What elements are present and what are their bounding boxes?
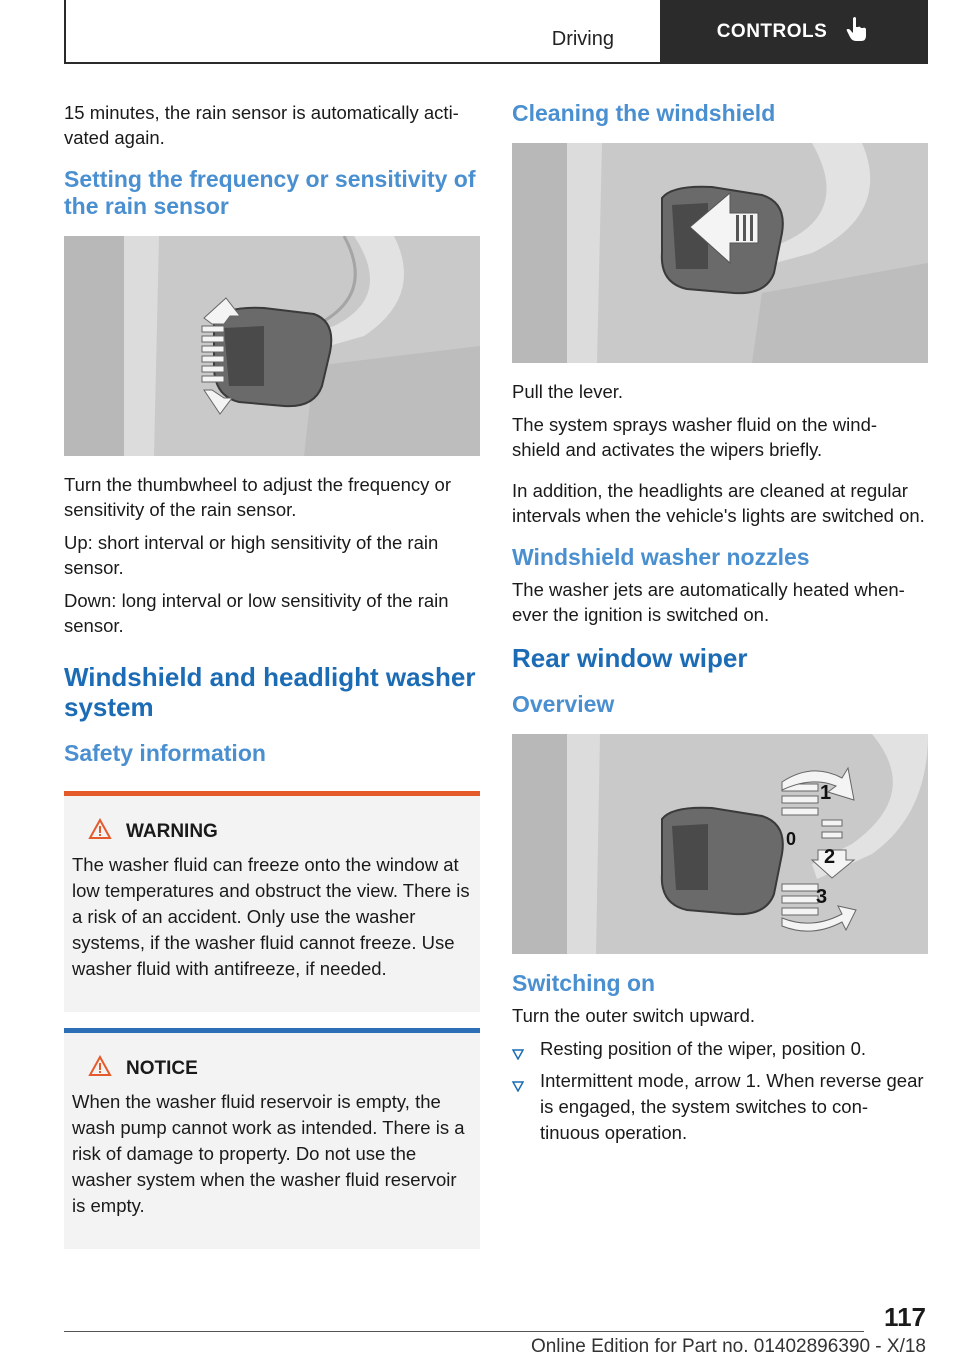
switch-text: Turn the outer switch upward. xyxy=(512,1005,756,1026)
overview-label-1: 1 xyxy=(820,782,832,804)
heading-switching-on: Switching on xyxy=(512,970,656,996)
turn-thumbwheel-text: Turn the thumbwheel to adjust the frequency or sensitivity of the rain sensor. xyxy=(64,474,452,520)
headlights-text: In addition, the headlights are cleaned at regular intervals when the vehicle's lights are switched on. xyxy=(512,480,925,526)
heading-cleaning-windshield: Cleaning the windshield xyxy=(512,100,776,126)
notice-text: When the washer fluid reservoir is empty, the wash pump cannot work as intended. There is a risk of damage to property. Do not use the washer system when the washer fluid reservoir is empty. xyxy=(72,1091,465,1216)
list-item-text: Resting position of the wiper, position 0. xyxy=(540,1038,866,1059)
footer-edition: Online Edition for Part no. 01402896390 - X/18 xyxy=(530,1336,926,1357)
header-chapter-tab xyxy=(660,0,926,64)
notice-triangle-icon xyxy=(88,1055,112,1083)
heading-frequency: Setting the frequency or sensitivity of the rain sensor xyxy=(64,166,476,219)
notice-header xyxy=(72,1055,472,1083)
up-text: Up: short interval or high sensitivity of the rain sensor. xyxy=(64,532,439,578)
list-item-text: Intermittent mode, arrow 1. When reverse gear is engaged, the system switches to con‐ tinuous operation. xyxy=(540,1070,924,1143)
heading-safety-information: Safety information xyxy=(64,740,266,766)
lever-pull-illustration xyxy=(512,143,928,363)
warning-text: The washer fluid can freeze onto the window at low temperatures and obstruct the view. There is a risk of an accident. Only use the washer systems, if the washer fluid cannot freeze. Use washer fluid with antifreeze, if needed. xyxy=(72,854,470,979)
overview-label-2: 2 xyxy=(824,846,836,868)
triangle-bullet-icon xyxy=(512,1073,524,1099)
warning-box xyxy=(64,791,480,1012)
header-section-title: Driving xyxy=(551,28,614,50)
nozzles-text: The washer jets are automatically heated when‐ ever the ignition is switched on. xyxy=(512,579,905,625)
left-column xyxy=(64,100,480,1265)
heading-washer-system: Windshield and headlight washer system xyxy=(64,662,476,722)
heading-rear-window-wiper: Rear window wiper xyxy=(512,643,748,673)
warning-title: WARNING xyxy=(126,821,218,842)
overview-label-3: 3 xyxy=(816,886,828,908)
sprays-text: The system sprays washer fluid on the wind‐ shield and activates the wipers briefly. xyxy=(512,414,878,460)
warning-triangle-icon xyxy=(88,818,112,846)
down-text: Down: long interval or low sensitivity of the rain sensor. xyxy=(64,590,449,636)
thumbwheel-illustration xyxy=(64,236,480,456)
right-column xyxy=(512,100,928,1152)
overview-label-0: 0 xyxy=(786,829,797,849)
rear-wiper-overview-illustration xyxy=(512,734,928,954)
warning-header xyxy=(72,818,472,846)
pointing-hand-icon xyxy=(845,16,869,48)
triangle-bullet-icon xyxy=(512,1041,524,1067)
header-chapter-title: CONTROLS xyxy=(716,21,828,42)
list-item xyxy=(512,1036,928,1062)
page-header xyxy=(64,0,928,64)
list-item xyxy=(512,1068,928,1146)
heading-overview: Overview xyxy=(512,691,615,717)
intro-text: 15 minutes, the rain sensor is automatically acti‐ vated again. xyxy=(64,102,459,148)
heading-washer-nozzles: Windshield washer nozzles xyxy=(512,544,810,570)
pull-lever-text: Pull the lever. xyxy=(512,381,624,402)
notice-box xyxy=(64,1028,480,1249)
page-number: 117 xyxy=(884,1302,926,1332)
notice-title: NOTICE xyxy=(126,1058,198,1079)
footer-divider xyxy=(64,1331,864,1332)
switching-list xyxy=(512,1036,928,1146)
